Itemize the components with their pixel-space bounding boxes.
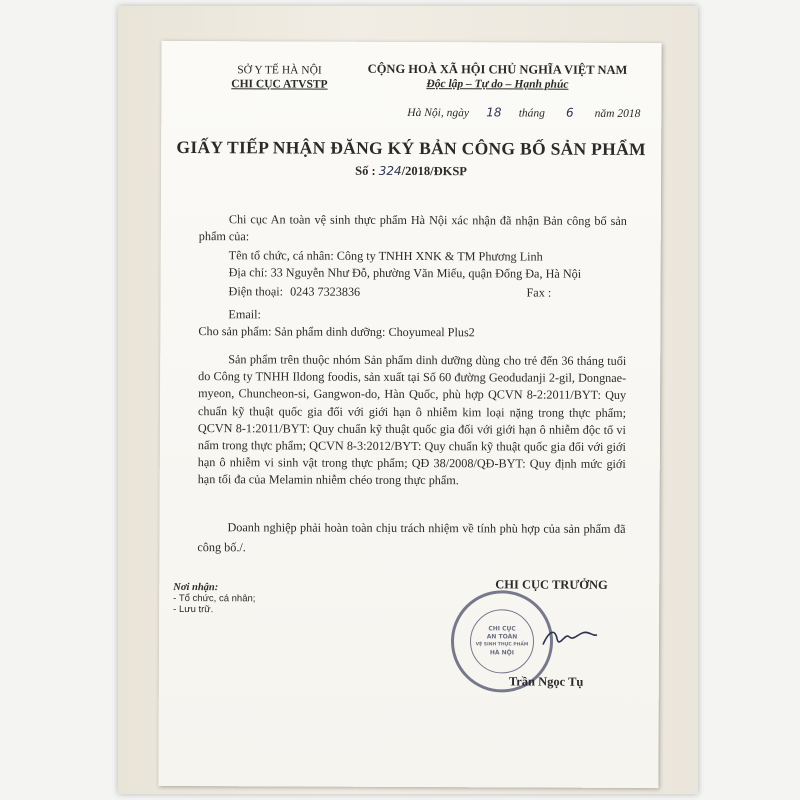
seal-text: CHI CỤC <box>488 625 516 633</box>
signer-role: CHI CỤC TRƯỞNG <box>495 577 608 592</box>
issuer-agency: CHI CỤC ATVSTP <box>231 78 328 91</box>
signature-mark <box>539 623 599 653</box>
seal-inner <box>470 609 534 673</box>
date-year: năm 2018 <box>594 107 641 121</box>
description-paragraph: Sản phẩm trên thuộc nhóm Sản phẩm dinh dưỡng dùng cho trẻ đến 36 tháng tuổi do Công ty TNHH Ildong foodis, sản xuất tại Số 60 đường Geodudanji 2-gil, Dongnae-myeon, Chuncheon-si, Gangwon-do, Hàn Quốc, phù hợp QCVN 8-2:2011/BYT: Quy chuẩn kỹ thuật quốc gia đối với giới hạn ô nhiễm kim loại nặng trong thực phẩm; QCVN 8-1:2011/BYT: Quy chuẩn kỹ thuật quốc gia đối với giới hạn ô nhiễm độc tố vi nấm trong thực phẩm; QCVN 8-3:2012/BYT: Quy chuẩn kỹ thuật quốc gia đối với giới hạn ô nhiễm vi sinh vật trong thực phẩm; QĐ 38/2008/QĐ-BYT: Quy định mức giới hạn tối đa của Melamin nhiễm chéo trong thực phẩm. <box>197 352 627 488</box>
org-address: 33 Nguyễn Như Đỗ, phường Văn Miếu, quận Đống Đa, Hà Nội <box>270 265 582 281</box>
date-day: 18 <box>486 105 502 120</box>
recipient-item: - Tổ chức, cá nhân; <box>173 592 256 605</box>
date-month: 6 <box>565 105 574 120</box>
responsibility-paragraph: Doanh nghiệp phải hoàn toàn chịu trách nhiệm về tính phù hợp của sản phẩm đã công bố./. <box>197 520 626 555</box>
org-fax-label: Fax : <box>526 285 552 300</box>
recipients-title: Nơi nhận: <box>173 581 219 594</box>
national-name: CỘNG HOÀ XÃ HỘI CHỦ NGHĨA VIỆT NAM <box>367 61 628 77</box>
org-email-label: Email: <box>228 307 261 322</box>
date-month-label: tháng <box>518 107 545 120</box>
seal-text: AN TOÀN <box>486 633 518 641</box>
recipient-item: - Lưu trữ. <box>173 603 214 616</box>
org-name: Công ty TNHH XNK & TM Phương Linh <box>336 248 543 264</box>
number-value: 324 <box>378 163 402 178</box>
product-label: Cho sản phẩm: <box>198 324 272 339</box>
org-address-label: Địa chỉ: <box>228 265 268 280</box>
document-title: GIẤY TIẾP NHẬN ĐĂNG KÝ BẢN CÔNG BỐ SẢN PHẨM <box>176 136 646 160</box>
intro-paragraph: Chi cục An toàn vệ sinh thực phẩm Hà Nội xác nhận đã nhận Bản công bố sản phẩm của: <box>198 212 627 244</box>
org-address-line <box>229 264 582 283</box>
signer-name: Trần Ngọc Tụ <box>508 674 584 689</box>
org-phone-line <box>228 283 360 301</box>
org-name-line <box>229 247 543 265</box>
product-line <box>198 323 475 341</box>
seal-text: HÀ NỘI <box>489 649 515 657</box>
document-sheet <box>158 41 661 788</box>
issuer-department: SỞ Y TẾ HÀ NỘI <box>237 64 322 77</box>
seal-text: VỆ SINH THỰC PHẨM <box>475 642 529 648</box>
national-motto: Độc lập – Tự do – Hạnh phúc <box>426 78 569 91</box>
number-suffix: /2018/ĐKSP <box>401 163 467 179</box>
product-value: Sản phẩm dinh dưỡng: Choyumeal Plus2 <box>274 324 475 340</box>
recipients-block <box>173 582 255 615</box>
org-phone: 0243 7323836 <box>290 284 361 299</box>
issue-date <box>407 105 640 120</box>
org-name-label: Tên tổ chức, cá nhân: <box>228 248 334 263</box>
number-prefix: Số : <box>355 163 376 178</box>
national-header <box>367 62 627 93</box>
document-number <box>161 163 661 180</box>
org-phone-label: Điện thoại: <box>228 284 284 299</box>
issuer-block <box>219 63 339 92</box>
date-prefix: Hà Nội, ngày <box>407 106 469 120</box>
